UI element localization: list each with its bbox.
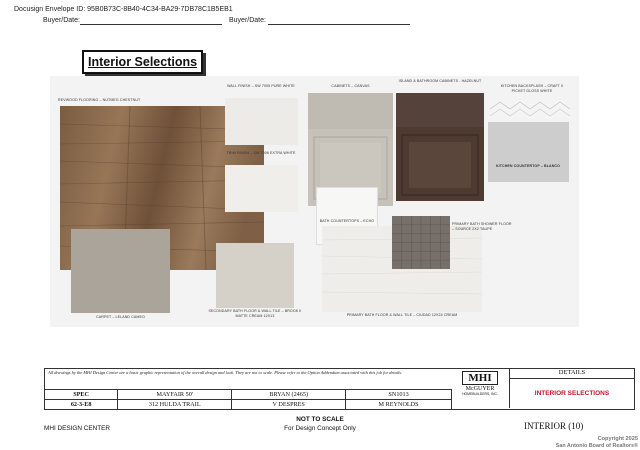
sheet-title: INTERIOR SELECTIONS [509, 379, 634, 408]
kitchen-countertop-label: KITCHEN COUNTERTOP – BLANCO [495, 164, 561, 168]
lot-number: SN1013 [346, 390, 452, 400]
carpet-label: CARPET – LELAND CAMEO [96, 315, 145, 319]
copyright-line-1: Copyright 2025 [597, 436, 638, 442]
kitchen-countertop-swatch [488, 122, 569, 182]
buyer-date-line-2[interactable] [268, 24, 410, 25]
plan-name: MAYFAIR 50' [118, 390, 232, 400]
not-to-scale: NOT TO SCALE [296, 416, 344, 423]
kitchen-backsplash-label: KITCHEN BACKSPLASH – CRAFT II PICKET GLOSS WHITE [500, 84, 564, 93]
logo-mark: MHI [462, 371, 498, 385]
shower-floor-swatch [392, 216, 450, 269]
job-number: 62-3-E8 [45, 400, 118, 410]
logo-name: McGUYER [465, 386, 495, 392]
buyer-date-line-1[interactable] [80, 24, 222, 25]
island-cabinets-swatch [396, 93, 484, 201]
trim-finish-label: TRIM FINISH – SW 7006 EXTRA WHITE [226, 151, 296, 155]
design-concept-note: For Design Concept Only [284, 425, 356, 432]
footer-left: MHI DESIGN CENTER [44, 425, 111, 432]
page-number: INTERIOR (10) [524, 421, 584, 431]
address: 312 HULDA TRAIL [118, 400, 232, 410]
cabinets-label: CABINETS – CANVAS [331, 84, 370, 88]
secondary-bath-tile-label: SECONDARY BATH FLOOR & WALL TILE – BROOK II MATTE CREAM 12X13 [208, 309, 302, 318]
bath-countertops-label: BATH COUNTERTOPS – ECHO [319, 219, 375, 223]
page-title: Interior Selections [88, 55, 198, 69]
logo-tagline: HOMEBUILDERS, INC. [462, 392, 498, 396]
island-cabinets-label: ISLAND & BATHROOM CABINETS - HAZELNUT [398, 79, 482, 83]
buyer-date-label-1: Buyer/Date: [43, 17, 80, 24]
consultant-name: M REYNOLDS [346, 400, 452, 410]
wall-finish-label: WALL FINISH – SW 7005 PURE WHITE [227, 84, 295, 88]
spec-label: SPEC [45, 390, 118, 400]
spec-table [44, 389, 452, 410]
trim-finish-swatch [225, 165, 298, 212]
wall-finish-swatch [225, 98, 298, 145]
envelope-id: Docusign Envelope ID: 95B0B73C-8B40-4C34-BA29-7DB78C1B5EB1 [14, 6, 233, 13]
carpet-swatch [71, 229, 170, 313]
buyer-date-label-2: Buyer/Date: [229, 17, 266, 24]
secondary-bath-tile-swatch [216, 243, 294, 308]
spec-row-2 [45, 400, 452, 410]
copyright-line-2: San Antonio Board of Realtors® [555, 443, 638, 449]
elevation-name: BRYAN (2465) [232, 390, 346, 400]
designer-name: V DESPRES [232, 400, 346, 410]
disclaimer-text: All drawings by the MHI Design Center are a basic graphic representation of the overall design and look. They are not to scale. Please refer to the Option Addendum associated with this job for details. [48, 370, 403, 375]
details-label: DETAILS [509, 368, 634, 379]
kitchen-backsplash-swatch [490, 100, 570, 118]
spec-row-1 [45, 390, 452, 400]
shower-floor-label: PRIMARY BATH SHOWER FLOOR – SOURCE 2X2 TAUPE [452, 222, 512, 231]
flooring-label: REVWOOD FLOORING – NUTMEG CHESTNUT [58, 98, 141, 102]
page-title-box [82, 50, 203, 74]
mhi-logo [455, 370, 505, 407]
primary-bath-tile-label: PRIMARY BATH FLOOR & WALL TILE – CIUDAD 12X24 CREAM [346, 313, 458, 317]
